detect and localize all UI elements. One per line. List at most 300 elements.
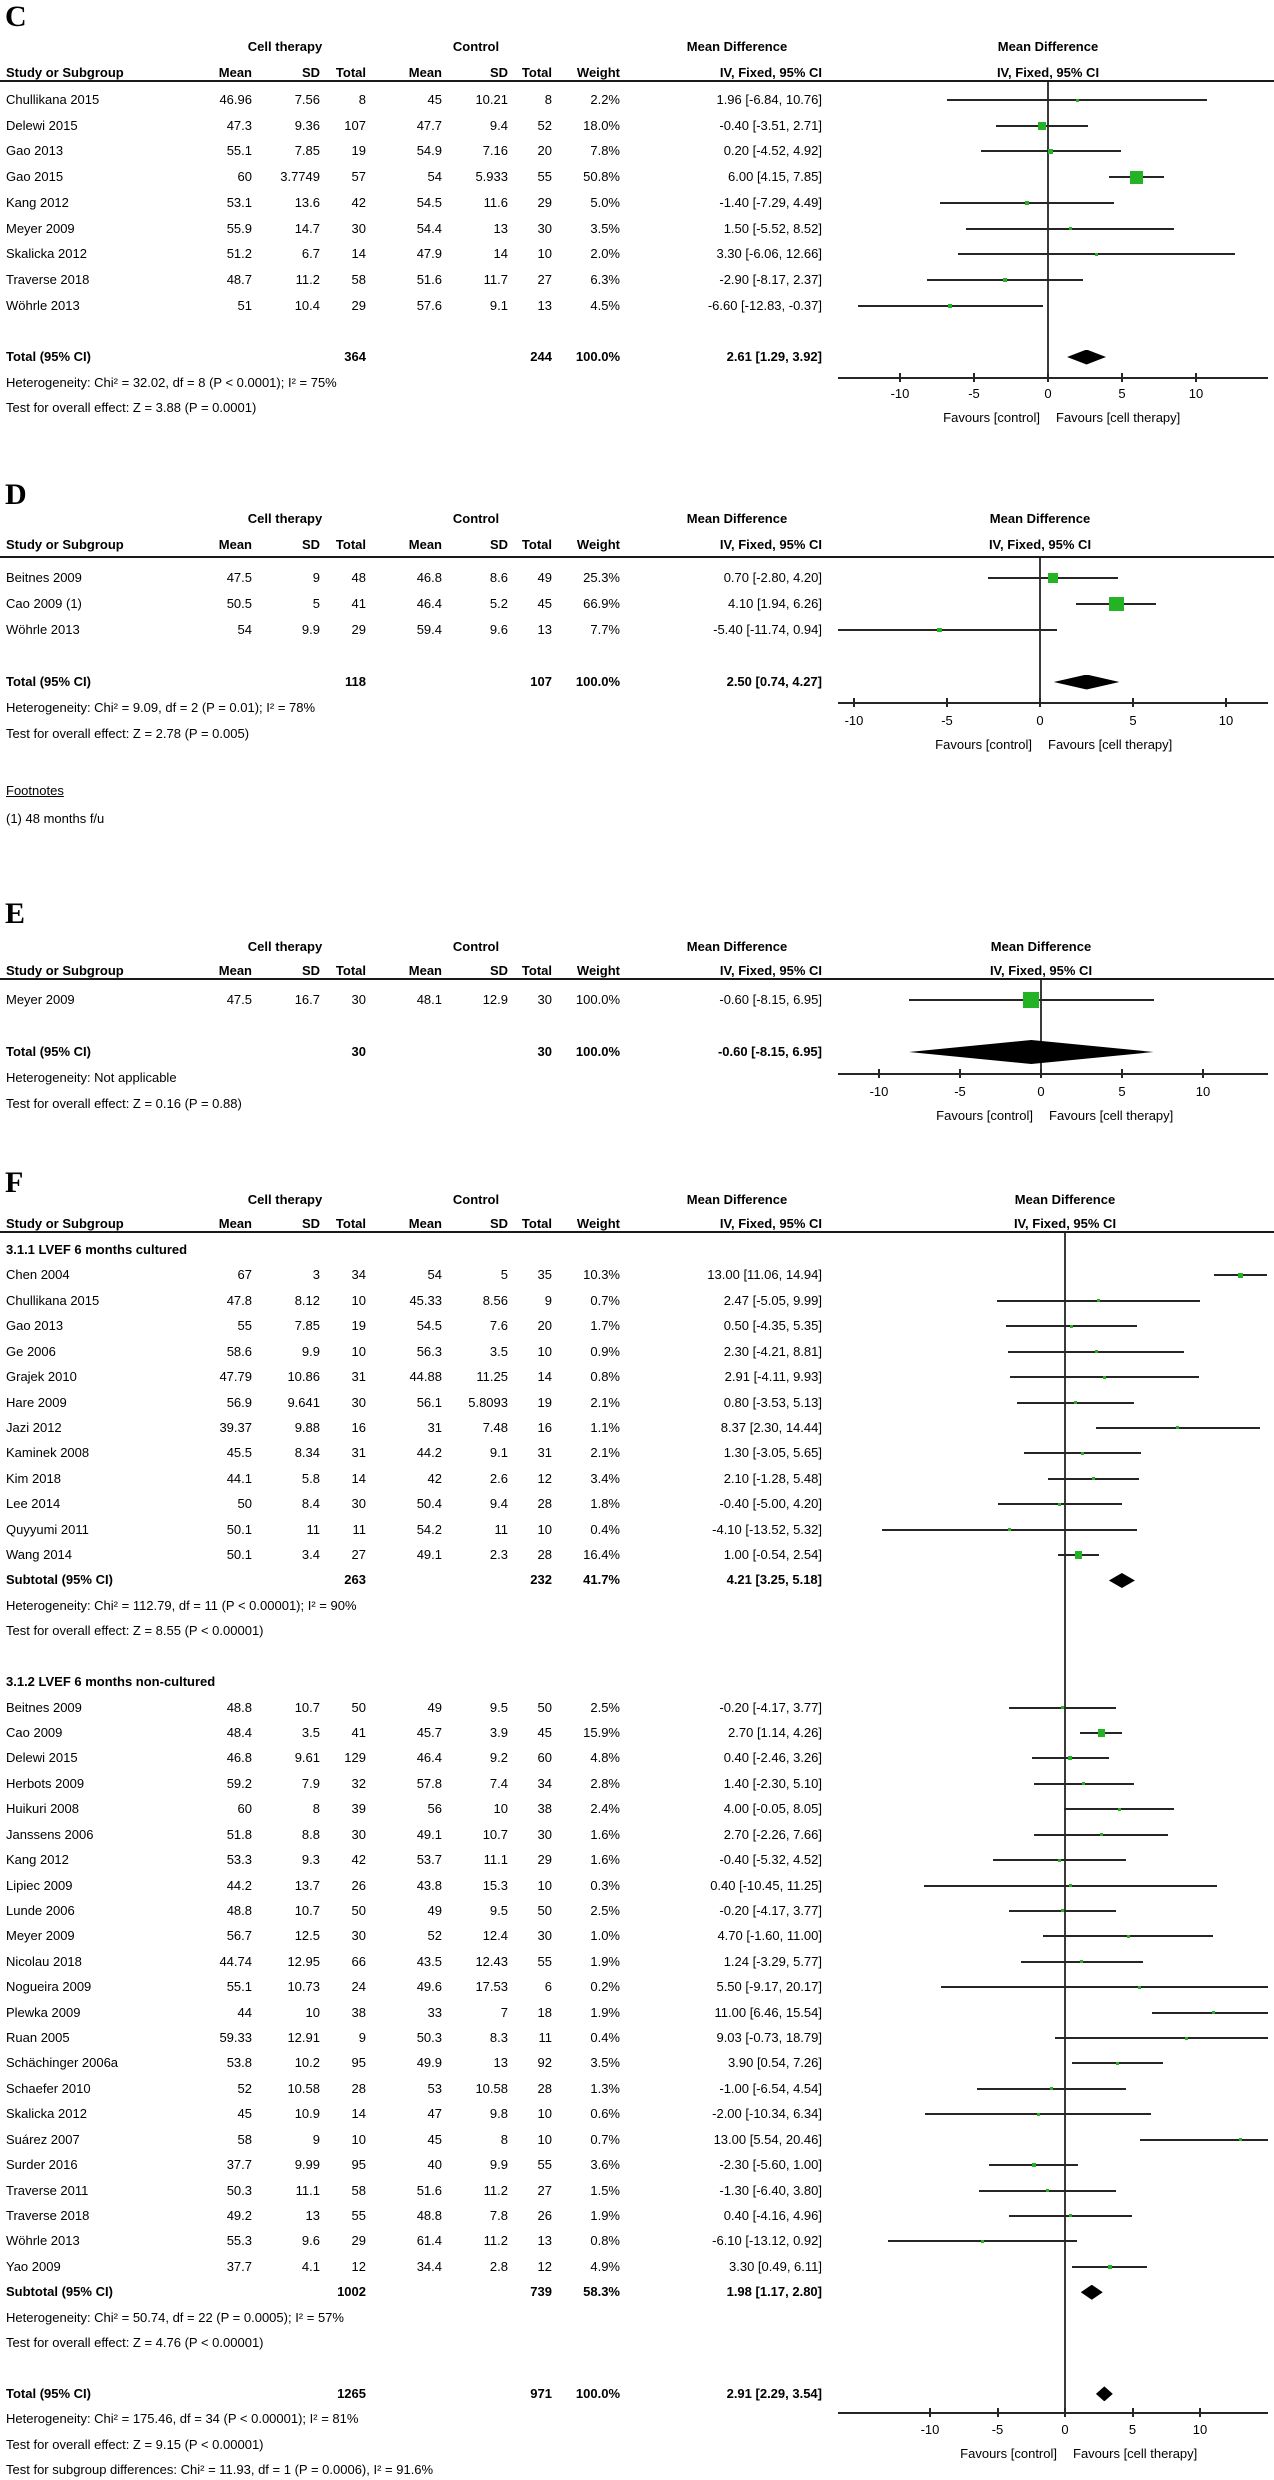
control-total: 13 [537,622,552,637]
control-mean: 47.7 [416,117,442,133]
study-name: Meyer 2009 [6,992,75,1007]
control-total: 52 [537,117,552,133]
weight-value: 0.7% [590,2131,620,2147]
total-diamond-F [1096,2386,1113,2401]
control-mean: 45 [427,92,442,107]
cell-sd: 11.2 [295,271,320,287]
header-plot-ci: IV, Fixed, 95% CI [989,963,1093,978]
header-mean2: Mean [408,537,442,552]
cell-mean: 45.5 [226,1445,252,1461]
cell-total: 28 [351,2080,366,2096]
weight-value: 4.9% [590,2258,620,2274]
favours-left-label-F: Favours [control] [960,2446,1057,2461]
control-mean: 51.6 [416,2182,442,2198]
control-mean: 54.2 [416,1521,442,1537]
control-mean: 45.33 [409,1292,442,1308]
weight-value: 0.6% [590,2106,620,2122]
weight-value: 6.3% [590,271,620,287]
control-sd: 15.3 [482,1877,508,1893]
cell-total: 26 [351,1877,366,1893]
effect-marker [1046,2189,1049,2192]
ci-value: 3.90 [0.54, 7.26] [728,2055,822,2071]
study-name: Lunde 2006 [6,1902,75,1918]
study-name: Nogueira 2009 [6,1979,92,1995]
ci-value: 4.70 [-1.60, 11.00] [717,1928,822,1944]
axis-tick-label-D: 0 [1036,713,1044,728]
control-sd: 8.6 [489,570,508,585]
control-total: 55 [537,2157,552,2173]
header-sd2: SD [489,1216,508,1231]
cell-total: 42 [351,1852,366,1868]
subgroup-heading: 3.1.2 LVEF 6 months non-cultured [6,1674,216,1690]
cell-sd: 13 [305,2207,320,2223]
axis-tick-D [1132,698,1134,707]
cell-mean: 55.1 [226,1979,252,1995]
cell-sd: 10.58 [287,2080,320,2096]
axis-line-F [838,2412,1268,2414]
axis-tick-label-F: -10 [920,2422,940,2437]
weight-value: 25.3% [583,570,620,585]
study-name: Kang 2012 [6,1852,69,1868]
control-mean: 31 [427,1419,442,1435]
effect-marker [1109,597,1124,612]
weight-value: 0.4% [590,2030,620,2046]
header-group-cell-therapy: Cell therapy [247,939,323,954]
axis-tick-F [1132,2408,1134,2417]
cell-sd: 7.9 [301,1775,320,1791]
study-name: Quyyumi 2011 [6,1521,89,1537]
study-name: Schaefer 2010 [6,2080,91,2096]
cell-mean: 48.8 [226,1902,252,1918]
cell-mean: 47.5 [226,570,252,585]
heterogeneity-text: Heterogeneity: Chi² = 50.74, df = 22 (P = 0.0005); I² = 57% [6,2309,344,2325]
panel-letter-D: D [5,478,27,511]
control-mean: 50.3 [416,2030,442,2046]
control-sd: 2.8 [489,2258,508,2274]
control-sd: 2.6 [489,1470,508,1486]
control-total: 92 [537,2055,552,2071]
ci-value: 8.37 [2.30, 14.44] [720,1419,822,1435]
effect-marker [1185,2037,1188,2040]
header-plot-mean-difference: Mean Difference [990,939,1092,954]
cell-total: 29 [351,2233,366,2249]
study-name: Cao 2009 (1) [6,596,82,611]
study-name: Traverse 2011 [6,2182,89,2198]
header-n2: Total [521,65,552,80]
control-sd: 5.8093 [468,1394,508,1410]
effect-marker [1075,1551,1082,1558]
total-diamond-E [909,1040,1154,1064]
axis-tick-label-E: -5 [954,1084,966,1099]
cell-mean: 46.8 [226,1750,252,1766]
cell-sd: 10.9 [294,2106,320,2122]
control-total: 12 [537,1470,552,1486]
axis-tick-label-D: 5 [1129,713,1137,728]
control-sd: 10 [493,1801,508,1817]
header-group-cell-therapy: Cell therapy [247,1192,323,1207]
cell-sd: 13.7 [294,1877,320,1893]
weight-value: 1.9% [590,2004,620,2020]
cell-sd: 12.91 [287,2030,320,2046]
cell-total: 14 [351,246,366,262]
cell-total: 30 [351,1826,366,1842]
control-mean: 43.5 [416,1953,442,1969]
axis-tick-D [1225,698,1227,707]
ci-value: -0.20 [-4.17, 3.77] [719,1902,822,1918]
control-total: 55 [537,169,552,185]
axis-line-C [838,377,1268,379]
control-total: 27 [537,271,552,287]
study-name: Herbots 2009 [6,1775,85,1791]
control-mean: 52 [427,1928,442,1944]
cell-mean: 50.1 [226,1547,252,1563]
ci-value: 6.00 [4.15, 7.85] [728,169,822,185]
subtotal-label-F-1: Subtotal (95% CI) [6,2284,113,2300]
control-sd: 11.7 [483,271,508,287]
header-weight: Weight [576,65,620,80]
control-sd: 9.2 [489,1750,508,1766]
total-n1-C: 364 [344,349,366,364]
control-mean: 54.5 [416,194,442,210]
control-mean: 49.1 [416,1547,442,1563]
header-group-control: Control [452,511,500,526]
total-label-E: Total (95% CI) [6,1044,91,1059]
cell-sd: 8.8 [301,1826,320,1842]
cell-sd: 3.5 [301,1724,320,1740]
effect-marker [1038,122,1046,130]
control-sd: 13 [493,2055,508,2071]
subtotal-diamond-F-0 [1109,1573,1135,1588]
axis-tick-F [1064,2408,1066,2417]
axis-tick-D [946,698,948,707]
study-name: Surder 2016 [6,2157,78,2173]
weight-value: 2.5% [590,1902,620,1918]
weight-value: 100.0% [575,992,620,1007]
cell-total: 10 [351,1343,366,1359]
effect-marker [1069,1884,1072,1887]
axis-tick-E [959,1069,961,1078]
control-mean: 54.9 [416,143,442,159]
header-mean2: Mean [408,963,442,978]
control-sd: 12.43 [475,1953,508,1969]
header-mean1: Mean [218,537,252,552]
cell-mean: 44.1 [226,1470,252,1486]
favours-right-label-F: Favours [cell therapy] [1073,2446,1198,2461]
cell-mean: 50.3 [226,2182,252,2198]
control-total: 28 [537,1547,552,1563]
cell-mean: 39.37 [219,1419,252,1435]
control-total: 50 [537,1902,552,1918]
effect-marker [1238,1273,1244,1279]
study-name: Kaminek 2008 [6,1445,90,1461]
control-mean: 57.8 [416,1775,442,1791]
study-name: Gao 2015 [6,169,64,185]
cell-total: 42 [351,194,366,210]
cell-mean: 60 [237,1801,252,1817]
cell-sd: 10.4 [294,297,320,313]
cell-sd: 10.7 [294,1902,320,1918]
control-total: 31 [537,1445,552,1461]
cell-total: 10 [351,1292,366,1308]
cell-total: 95 [351,2055,366,2071]
cell-sd: 9 [312,570,320,585]
cell-mean: 67 [237,1267,252,1283]
axis-tick-C [973,373,975,382]
cell-mean: 44 [237,2004,252,2020]
axis-tick-label-C: -5 [968,386,980,401]
ci-whisker [1152,2012,1268,2014]
control-sd: 9.4 [489,117,508,133]
header-plot-mean-difference: Mean Difference [997,39,1099,54]
cell-total: 27 [351,1547,366,1563]
control-sd: 12.9 [482,992,508,1007]
ci-value: -2.90 [-8.17, 2.37] [719,271,822,287]
study-name: Huikuri 2008 [6,1801,79,1817]
control-sd: 11.1 [483,1852,508,1868]
header-ci: IV, Fixed, 95% CI [719,537,822,552]
cell-sd: 10.86 [287,1369,320,1385]
axis-tick-label-E: 10 [1195,1084,1211,1099]
control-total: 45 [537,596,552,611]
cell-mean: 47.8 [226,1292,252,1308]
header-plot-ci: IV, Fixed, 95% CI [988,537,1092,552]
ci-value: 1.50 [-5.52, 8.52] [723,220,822,236]
axis-tick-E [1202,1069,1204,1078]
cell-sd: 8.12 [294,1292,320,1308]
header-rule-D [0,556,1274,558]
cell-sd: 3 [312,1267,320,1283]
cell-mean: 51.8 [226,1826,252,1842]
study-name: Wöhrle 2013 [6,297,80,313]
axis-tick-label-C: 10 [1188,386,1204,401]
study-name: Ge 2006 [6,1343,56,1359]
cell-total: 24 [351,1979,366,1995]
control-total: 8 [544,92,552,107]
cell-total: 95 [351,2157,366,2173]
header-group-mean-difference: Mean Difference [686,1192,788,1207]
control-sd: 5 [500,1267,508,1283]
cell-mean: 47.5 [226,992,252,1007]
ci-value: 0.40 [-2.46, 3.26] [723,1750,822,1766]
ci-value: 0.40 [-10.45, 11.25] [710,1877,822,1893]
total-label-F: Total (95% CI) [6,2385,91,2401]
ci-value: 1.40 [-2.30, 5.10] [723,1775,822,1791]
control-total: 10 [537,1343,552,1359]
ci-value: 3.30 [0.49, 6.11] [729,2258,822,2274]
cell-mean: 50.5 [226,596,252,611]
cell-total: 16 [351,1419,366,1435]
effect-marker [1076,99,1079,102]
cell-total: 14 [351,1470,366,1486]
total-weight-C: 100.0% [575,349,620,364]
cell-sd: 14.7 [294,220,320,236]
total-n1-D: 118 [345,674,366,689]
subtotal-weight-F-0: 41.7% [583,1572,620,1588]
control-total: 20 [537,1318,552,1334]
panel-letter-F: F [5,1166,24,1199]
control-mean: 46.4 [416,596,442,611]
cell-total: 39 [351,1801,366,1817]
effect-marker [1023,992,1039,1008]
footnote-1: (1) 48 months f/u [6,811,105,826]
control-total: 14 [537,1369,552,1385]
study-name: Grajek 2010 [6,1369,77,1385]
control-mean: 44.88 [409,1369,442,1385]
axis-tick-E [1040,1069,1042,1078]
control-sd: 3.5 [489,1343,508,1359]
control-total: 29 [537,194,552,210]
panel-letter-C: C [5,0,27,33]
control-total: 50 [537,1699,552,1715]
cell-sd: 13.6 [294,194,320,210]
total-ci-C: 2.61 [1.29, 3.92] [726,349,822,364]
total-ci-D: 2.50 [0.74, 4.27] [726,674,822,689]
footnotes-label: Footnotes [6,783,64,798]
heterogeneity-text: Heterogeneity: Chi² = 32.02, df = 8 (P < 0.0001); I² = 75% [6,374,337,390]
control-sd: 14 [493,246,508,262]
control-sd: 9.5 [489,1699,508,1715]
weight-value: 0.3% [590,1877,620,1893]
control-total: 11 [538,2030,552,2046]
cell-mean: 50.1 [226,1521,252,1537]
ci-value: 4.10 [1.94, 6.26] [728,596,822,611]
control-mean: 43.8 [416,1877,442,1893]
header-ci: IV, Fixed, 95% CI [719,65,822,80]
ci-value: -4.10 [-13.52, 5.32] [712,1521,822,1537]
ci-value: -0.40 [-3.51, 2.71] [719,117,822,133]
control-total: 20 [537,143,552,159]
cell-mean: 44.2 [226,1877,252,1893]
effect-marker [1130,171,1143,184]
cell-total: 57 [351,169,366,185]
effect-marker [1025,201,1029,205]
control-total: 18 [537,2004,552,2020]
study-name: Suárez 2007 [6,2131,80,2147]
cell-total: 50 [351,1902,366,1918]
study-name: Wang 2014 [6,1547,73,1563]
heterogeneity-text: Heterogeneity: Chi² = 175.46, df = 34 (P < 0.00001); I² = 81% [6,2411,359,2427]
subtotal-label-F-0: Subtotal (95% CI) [6,1572,113,1588]
cell-sd: 5.8 [301,1470,320,1486]
ci-value: 0.20 [-4.52, 4.92] [723,143,822,159]
ci-value: 0.80 [-3.53, 5.13] [723,1394,822,1410]
control-sd: 5.2 [489,596,508,611]
cell-mean: 53.3 [226,1852,252,1868]
weight-value: 0.7% [590,1292,620,1308]
effect-marker [1176,1426,1179,1429]
favours-right-label-C: Favours [cell therapy] [1056,410,1181,425]
effect-marker [1032,2163,1035,2166]
study-name: Wöhrle 2013 [6,2233,80,2249]
header-sd2: SD [489,963,508,978]
study-name: Kang 2012 [6,194,69,210]
cell-total: 19 [351,143,366,159]
study-name: Gao 2013 [6,1318,64,1334]
axis-tick-E [878,1069,880,1078]
control-total: 9 [544,1292,552,1308]
control-sd: 10.7 [482,1826,508,1842]
header-n2: Total [521,963,552,978]
control-sd: 8 [500,2131,508,2147]
control-total: 28 [537,1496,552,1512]
header-study: Study or Subgroup [6,963,124,978]
total-diamond-D [1054,675,1120,690]
favours-left-label-E: Favours [control] [936,1108,1033,1123]
cell-sd: 9.88 [294,1419,320,1435]
study-name: Chullikana 2015 [6,1292,100,1308]
header-group-control: Control [452,939,500,954]
control-total: 30 [537,1928,552,1944]
ci-value: 0.50 [-4.35, 5.35] [723,1318,822,1334]
control-mean: 48.1 [416,992,442,1007]
heterogeneity-text: Heterogeneity: Chi² = 9.09, df = 2 (P = 0.01); I² = 78% [6,700,316,715]
control-mean: 50.4 [416,1496,442,1512]
cell-total: 55 [351,2207,366,2223]
axis-tick-F [1199,2408,1201,2417]
cell-sd: 7.85 [294,143,320,159]
control-mean: 56.1 [416,1394,442,1410]
cell-total: 50 [351,1699,366,1715]
effect-marker [1097,1299,1100,1302]
header-study: Study or Subgroup [6,65,124,80]
effect-marker [1061,1909,1064,1912]
control-total: 13 [537,297,552,313]
weight-value: 2.1% [590,1394,620,1410]
header-rule-F [0,1231,1274,1233]
ci-value: 9.03 [-0.73, 18.79] [716,2030,822,2046]
control-mean: 57.6 [416,297,442,313]
subtotal-n2-F-1: 739 [530,2284,552,2300]
total-ci-F: 2.91 [2.29, 3.54] [726,2385,822,2401]
effect-marker [1080,1960,1083,1963]
control-total: 38 [537,1801,552,1817]
cell-total: 8 [358,92,366,107]
cell-sd: 3.7749 [280,169,320,185]
axis-tick-C [1195,373,1197,382]
header-weight: Weight [576,537,620,552]
axis-tick-label-F: 0 [1061,2422,1069,2437]
ci-value: -0.40 [-5.32, 4.52] [719,1852,822,1868]
cell-mean: 58 [237,2131,252,2147]
control-sd: 7.16 [482,143,508,159]
cell-mean: 56.9 [226,1394,252,1410]
control-mean: 33 [427,2004,442,2020]
ci-value: 5.50 [-9.17, 20.17] [716,1979,822,1995]
study-name: Gao 2013 [6,143,64,159]
axis-tick-label-D: 10 [1218,713,1234,728]
cell-sd: 7.56 [294,92,320,107]
cell-total: 58 [351,271,366,287]
study-name: Plewka 2009 [6,2004,81,2020]
control-total: 12 [537,2258,552,2274]
control-mean: 53.7 [416,1852,442,1868]
study-name: Nicolau 2018 [6,1953,82,1969]
cell-mean: 59.33 [219,2030,252,2046]
total-n2-E: 30 [537,1044,552,1059]
control-sd: 7.8 [489,2207,508,2223]
effect-marker [1003,278,1008,283]
weight-value: 0.2% [590,1979,620,1995]
cell-mean: 55.3 [226,2233,252,2249]
cell-total: 129 [344,1750,366,1766]
cell-sd: 8.34 [294,1445,320,1461]
weight-value: 2.2% [590,92,620,107]
cell-sd: 10.2 [294,2055,320,2071]
cell-sd: 12.5 [294,1928,320,1944]
weight-value: 0.4% [590,1521,620,1537]
axis-line-D [838,702,1268,704]
cell-sd: 16.7 [294,992,320,1007]
